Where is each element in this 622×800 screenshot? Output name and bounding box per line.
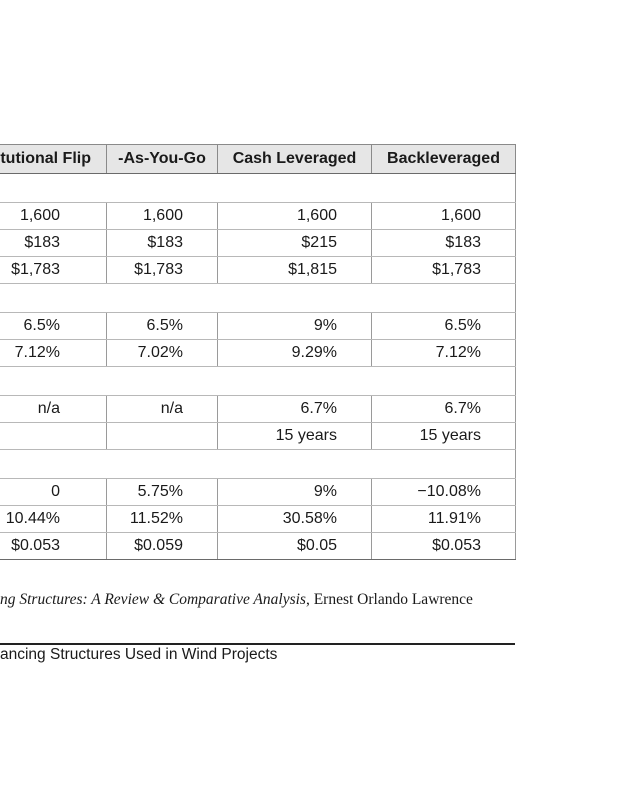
- table-cell: $0.053: [0, 533, 107, 560]
- table-caption: ancing Structures Used in Wind Projects: [0, 646, 278, 663]
- table-cell: [107, 423, 218, 450]
- table-cell: n/a: [107, 396, 218, 423]
- caption-divider: [0, 643, 515, 645]
- table-cell: 7.12%: [0, 340, 107, 367]
- table-cell: 7.12%: [372, 340, 516, 367]
- table-row: [0, 203, 516, 230]
- table-cell: $0.059: [107, 533, 218, 560]
- table-cell: 11.91%: [372, 506, 516, 533]
- table-row: [0, 396, 516, 423]
- table-row: [0, 313, 516, 340]
- section-spacer-row: [0, 367, 516, 396]
- table-row: [0, 230, 516, 257]
- table-row: [0, 506, 516, 533]
- table-row: [0, 533, 516, 560]
- financing-structures-table: [0, 144, 516, 560]
- table-cell: 1,600: [107, 203, 218, 230]
- table-row: [0, 257, 516, 284]
- table-cell: $183: [372, 230, 516, 257]
- table-header-row: [0, 145, 516, 174]
- table-cell: 6.7%: [218, 396, 372, 423]
- table-cell: 7.02%: [107, 340, 218, 367]
- table-cell: $183: [0, 230, 107, 257]
- table-cell: 1,600: [218, 203, 372, 230]
- section-spacer-row: [0, 450, 516, 479]
- section-spacer-row: [0, 174, 516, 203]
- table-cell: $183: [107, 230, 218, 257]
- table-row: [0, 340, 516, 367]
- table-cell: $1,815: [218, 257, 372, 284]
- table-cell: 6.5%: [0, 313, 107, 340]
- table-cell: 10.44%: [0, 506, 107, 533]
- table-cell: 15 years: [218, 423, 372, 450]
- table-cell: $1,783: [372, 257, 516, 284]
- table-cell: $0.053: [372, 533, 516, 560]
- source-title: ng Structures: A Review & Comparative Analysis: [0, 591, 306, 608]
- table-cell: 0: [0, 479, 107, 506]
- table-cell: 9%: [218, 479, 372, 506]
- column-header-backleveraged: Backleveraged: [372, 145, 516, 174]
- column-header-pay-as-you-go: -As-You-Go: [107, 145, 218, 174]
- table-cell: $0.05: [218, 533, 372, 560]
- table-cell: −10.08%: [372, 479, 516, 506]
- column-header-cash-leveraged: Cash Leveraged: [218, 145, 372, 174]
- source-author: , Ernest Orlando Lawrence: [305, 591, 473, 608]
- table-cell: $1,783: [107, 257, 218, 284]
- section-spacer-row: [0, 284, 516, 313]
- table-cell: n/a: [0, 396, 107, 423]
- table-cell: 30.58%: [218, 506, 372, 533]
- table-cell: 15 years: [372, 423, 516, 450]
- table-cell: [0, 423, 107, 450]
- table-cell: $215: [218, 230, 372, 257]
- table-cell: $1,783: [0, 257, 107, 284]
- table-cell: 6.5%: [372, 313, 516, 340]
- table-cell: 9%: [218, 313, 372, 340]
- table-cell: 1,600: [372, 203, 516, 230]
- table-cell: 5.75%: [107, 479, 218, 506]
- table-cell: 11.52%: [107, 506, 218, 533]
- table-cell: 9.29%: [218, 340, 372, 367]
- table-cell: 6.5%: [107, 313, 218, 340]
- table-cell: 6.7%: [372, 396, 516, 423]
- source-note: [0, 591, 622, 609]
- column-header-institutional-flip: tutional Flip: [0, 145, 107, 174]
- table-row: [0, 479, 516, 506]
- table-row: [0, 423, 516, 450]
- comparison-table-container: [0, 144, 515, 560]
- table-cell: 1,600: [0, 203, 107, 230]
